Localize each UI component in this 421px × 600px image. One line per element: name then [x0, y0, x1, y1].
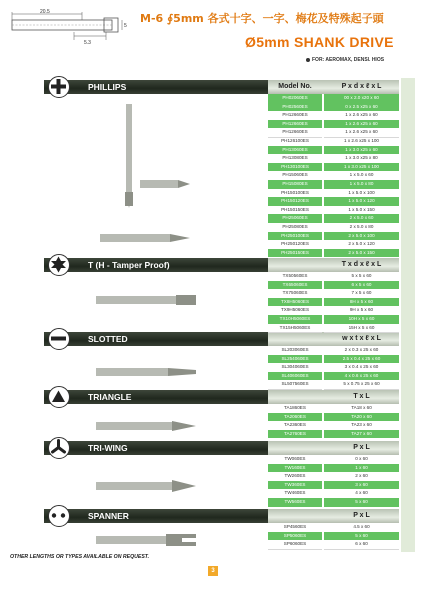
model-number: PH12660ES: [268, 111, 322, 121]
col-head-size-triangle: T x L: [353, 393, 370, 400]
model-number: TX65060ES: [268, 281, 322, 290]
size-spec: 1 x 60: [324, 464, 399, 473]
model-number: PH15080ES: [268, 180, 322, 189]
table-row: [268, 472, 399, 481]
size-spec: 8H x 5 x 60: [324, 298, 399, 307]
for-note-text: FOR: AEROMAX, DENSI. HIOS: [312, 57, 385, 63]
table-row: [268, 421, 399, 430]
model-number: TW360ES: [268, 481, 322, 490]
model-number: TA2760ES: [268, 430, 322, 439]
slotted-icon: [48, 328, 70, 350]
dim-length: 20.5: [40, 9, 50, 15]
size-spec: 6 x 5 x 60: [324, 281, 399, 290]
model-number: SL406060ES: [268, 372, 322, 381]
triwing-label-bar: [44, 441, 268, 455]
model-number: TX10H5060ES: [268, 315, 322, 324]
model-number: PH150100ES: [268, 189, 322, 199]
model-number: TA1860ES: [268, 404, 322, 414]
model-number: PH12660ES: [268, 120, 322, 129]
table-row: [268, 380, 399, 389]
table-row: [268, 306, 399, 315]
model-number: PH150120ES: [268, 197, 322, 206]
size-spec: 6 x 60: [324, 540, 399, 550]
size-spec: 15H x 5 x 60: [324, 324, 399, 334]
table-row: [268, 281, 399, 290]
table-row: [268, 430, 399, 439]
spec-table: [268, 78, 399, 554]
table-row: [268, 272, 399, 281]
model-number: TX8H5060ES: [268, 298, 322, 307]
table-row: [268, 455, 399, 464]
page-number: 3: [208, 566, 218, 576]
table-row: [268, 372, 399, 381]
spanner-bit: [96, 530, 196, 550]
section-label-slotted: SLOTTED: [88, 334, 128, 344]
torx-icon: [48, 254, 70, 276]
table-row: [268, 498, 399, 507]
col-head-size-triwing: P x L: [353, 444, 370, 451]
model-number: PH02560ES: [268, 103, 322, 112]
triangle-bit: [96, 416, 196, 436]
table-row: [268, 324, 399, 333]
size-spec: 5 x 60: [324, 532, 399, 541]
phillips-bit-short: [140, 170, 190, 200]
size-spec: 2 x 5.0 x 100: [324, 232, 399, 241]
model-number: SP5060ES: [268, 532, 322, 541]
model-number: PH25060ES: [268, 214, 322, 223]
slotted-label-bar: [44, 332, 268, 346]
dim-hex: 5.3: [84, 40, 91, 46]
table-row: [268, 404, 399, 413]
table-row: [268, 464, 399, 473]
table-row: [268, 111, 399, 120]
section-label-phillips: PHILLIPS: [88, 82, 127, 92]
size-spec: 1 x 3.0 x25 x 100: [324, 163, 399, 172]
table-row: [268, 355, 399, 364]
size-spec: 7 x 5 x 60: [324, 289, 399, 299]
table-row: [268, 489, 399, 498]
footer-note: OTHER LENGTHS OR TYPES AVAILABLE ON REQUEST.: [10, 554, 150, 560]
table-row: [268, 249, 399, 258]
model-number: SP6060ES: [268, 540, 322, 550]
model-number: SL507560ES: [268, 380, 322, 390]
table-row: [268, 94, 399, 103]
bullet-icon: [306, 58, 310, 62]
slotted-bit: [96, 362, 196, 382]
model-number: PH130100ES: [268, 163, 322, 172]
col-head-size-spanner: P x L: [353, 512, 370, 519]
torx-bit: [96, 290, 196, 310]
col-head-model: Model No.: [278, 83, 312, 90]
size-spec: 4 x 0.6 x 25 x 60: [324, 372, 399, 381]
model-number: PH250120ES: [268, 240, 322, 250]
table-row: [268, 532, 399, 541]
table-row: [268, 163, 399, 172]
model-number: TW160ES: [268, 464, 322, 473]
table-row: [268, 214, 399, 223]
table-row: [268, 189, 399, 198]
size-spec: 3 x 60: [324, 481, 399, 490]
table-row: [268, 223, 399, 232]
table-row: [268, 197, 399, 206]
table-row: [268, 232, 399, 241]
table-row: [268, 481, 399, 490]
size-spec: 1 x 3.0 x25 x 80: [324, 154, 399, 164]
phillips-icon: [48, 76, 70, 98]
size-spec: 2.5 x 0.4 x 25 x 60: [324, 355, 399, 364]
size-spec: 5 x 0.75 x 25 x 60: [324, 380, 399, 390]
model-number: TW560ES: [268, 498, 322, 507]
col-head-size-torx: T x d x ℓ x L: [341, 261, 382, 268]
size-spec: TA20 x 60: [324, 413, 399, 422]
size-spec: 2 x 60: [324, 472, 399, 482]
table-row: [268, 171, 399, 180]
table-row: [268, 180, 399, 189]
model-number: PH150150ES: [268, 206, 322, 216]
model-number: TA2360ES: [268, 421, 322, 431]
model-number: PH126100ES: [268, 137, 322, 147]
model-number: TX75060ES: [268, 289, 322, 299]
size-spec: TA18 x 60: [324, 404, 399, 414]
table-row: [268, 240, 399, 249]
size-spec: 1 x 2.6 x25 x 100: [324, 137, 399, 147]
size-spec: 0 x 2.5 x25 x 60: [324, 103, 399, 112]
table-row: [268, 523, 399, 532]
size-spec: TA27 x 60: [324, 430, 399, 439]
model-number: TW260ES: [268, 472, 322, 482]
triwing-bit: [96, 476, 196, 496]
table-row: [268, 540, 399, 549]
model-number: PH13060ES: [268, 146, 322, 155]
size-spec: 2 x 5.0 x 80: [324, 223, 399, 233]
model-number: SL203060ES: [268, 346, 322, 356]
model-number: SL254060ES: [268, 355, 322, 364]
size-spec: 2 x 5.0 x 60: [324, 214, 399, 223]
spanner-label-bar: [44, 509, 268, 523]
phillips-bit-3: [100, 228, 190, 248]
model-number: PH13080ES: [268, 154, 322, 164]
model-number: SP4560ES: [268, 523, 322, 533]
model-number: TX9H5060ES: [268, 306, 322, 316]
size-spec: 3 x 0.4 x 25 x 60: [324, 363, 399, 373]
size-spec: 1 x 5.0 x 100: [324, 189, 399, 199]
size-spec: 4.5 x 60: [324, 523, 399, 533]
right-decorative-strip: [401, 78, 415, 552]
table-row: [268, 137, 399, 146]
table-row: [268, 154, 399, 163]
size-spec: 1 x 5.0 x 120: [324, 197, 399, 206]
size-spec: 2 x 0.3 x 25 x 60: [324, 346, 399, 356]
model-number: TA2060ES: [268, 413, 322, 422]
size-spec: 10H x 5 x 60: [324, 315, 399, 324]
model-number: TX15H5060ES: [268, 324, 322, 334]
table-row: [268, 146, 399, 155]
section-label-torx: T (H - Tamper Proof): [88, 260, 170, 270]
phillips-label-bar: [44, 80, 268, 94]
size-spec: 5 x 5 x 60: [324, 272, 399, 282]
triangle-label-bar: [44, 390, 268, 404]
size-spec: 2 x 5.0 x 120: [324, 240, 399, 250]
size-spec: TA23 x 60: [324, 421, 399, 431]
section-label-triwing: TRI-WING: [88, 443, 128, 453]
table-row: [268, 413, 399, 422]
model-number: PH15060ES: [268, 171, 322, 181]
table-row: [268, 128, 399, 137]
size-spec: 5 x 60: [324, 498, 399, 507]
triangle-icon: [48, 386, 70, 408]
size-spec: 2 x 5.0 x 150: [324, 249, 399, 258]
size-spec: 1 x 5.0 x 60: [324, 171, 399, 181]
model-number: SL304060ES: [268, 363, 322, 373]
spanner-icon: [48, 505, 70, 527]
table-row: [268, 298, 399, 307]
size-spec: 00 x 2.0 x20 x 60: [324, 94, 399, 103]
size-spec: 1 x 2.6 x25 x 60: [324, 111, 399, 121]
table-row: [268, 103, 399, 112]
size-spec: 1 x 2.6 x25 x 60: [324, 120, 399, 129]
table-row: [268, 120, 399, 129]
size-spec: 1 x 5.0 x 150: [324, 206, 399, 216]
shank-drive-title: Ø5mm SHANK DRIVE: [245, 34, 394, 50]
model-number: PH250150ES: [268, 249, 322, 258]
page-title-chinese: M-6 ∮5mm 各式十字、一字、梅花及特殊起子頭: [140, 12, 384, 25]
col-head-size-slotted: w x t x ℓ x L: [342, 335, 381, 342]
table-row: [268, 346, 399, 355]
size-spec: 1 x 5.0 x 80: [324, 180, 399, 189]
model-number: TW060ES: [268, 455, 322, 465]
size-spec: 4 x 60: [324, 489, 399, 499]
model-number: PH02060ES: [268, 94, 322, 103]
size-spec: 1 x 2.6 x25 x 60: [324, 128, 399, 138]
table-row: [268, 206, 399, 215]
size-spec: 9H x 5 x 60: [324, 306, 399, 316]
model-number: TW460ES: [268, 489, 322, 499]
dim-diameter: 5: [124, 23, 127, 29]
section-label-spanner: SPANNER: [88, 511, 129, 521]
model-number: PH12660ES: [268, 128, 322, 138]
tri-wing-icon: [48, 437, 70, 459]
size-spec: 1 x 3.0 x25 x 60: [324, 146, 399, 155]
table-row: [268, 315, 399, 324]
model-number: TX50560ES: [268, 272, 322, 282]
model-number: PH25080ES: [268, 223, 322, 233]
model-number: PH250100ES: [268, 232, 322, 241]
col-head-size-phillips: P x d x ℓ x L: [341, 83, 382, 90]
section-label-triangle: TRIANGLE: [88, 392, 132, 402]
shank-dimension-drawing: [4, 8, 134, 54]
table-row: [268, 289, 399, 298]
size-spec: 0 x 60: [324, 455, 399, 465]
for-note: [306, 57, 384, 63]
table-row: [268, 363, 399, 372]
